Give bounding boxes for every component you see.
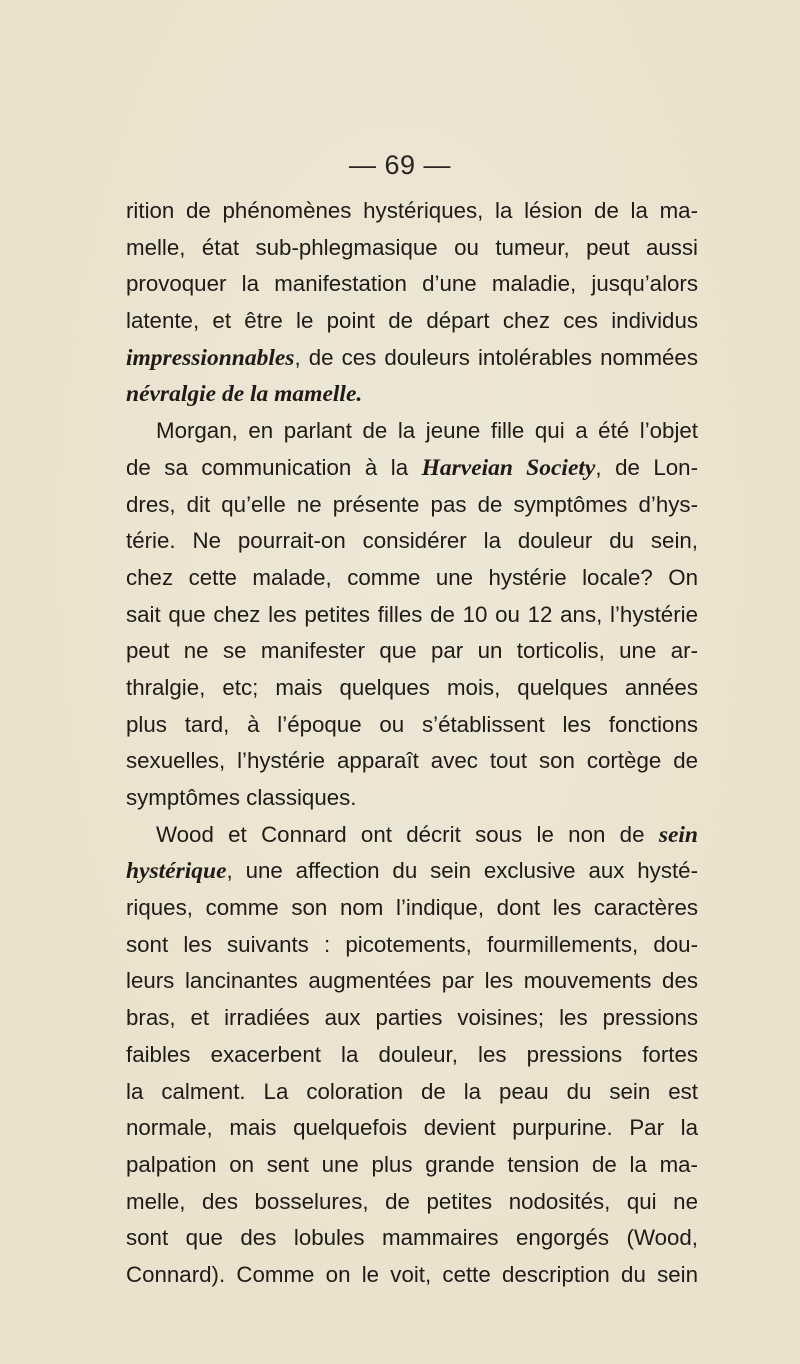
text-line: latente, et être le point de départ chez ces individus: [126, 308, 698, 334]
text-line: riques, comme son nom l’indique, dont les caractères: [126, 895, 698, 921]
text-line: symptômes classiques.: [126, 785, 357, 810]
italic-term: hystérique: [126, 858, 227, 885]
text-line: Morgan, en parlant de la jeune fille qui a été l’objet: [156, 418, 698, 444]
text-line: leurs lancinantes augmentées par les mouvements des: [126, 968, 698, 994]
text-line: sexuelles, l’hystérie apparaît avec tout son cortège de: [126, 748, 698, 774]
text-line: chez cette malade, comme une hystérie locale? On: [126, 564, 698, 590]
page-number: — 69 —: [348, 150, 452, 180]
text-line: Wood et Connard ont décrit sous le non de sein: [156, 821, 698, 848]
text-line: dres, dit qu’elle ne présente pas de symptômes d’hys-: [126, 491, 698, 517]
text-line: de sa communication à la Harveian Society, de Lon-: [126, 454, 699, 481]
text-line: bras, et irradiées aux parties voisines; les pressions: [126, 1005, 698, 1031]
text-line: melle, état sub-phlegmasique ou tumeur, peut aussi: [126, 234, 698, 260]
text-line: provoquer la manifestation d’une maladie, jusqu’alors: [126, 271, 698, 297]
text-line: sont que des lobules mammaires engorgés (Wood,: [126, 1225, 698, 1251]
text-line: faibles exacerbent la douleur, les pressions fortes: [126, 1041, 698, 1067]
text-line: peut ne se manifester que par un torticolis, une ar-: [126, 638, 698, 664]
text-line: sait que chez les petites filles de 10 ou 12 ans, l’hystérie: [126, 601, 698, 627]
text-line: Connard). Comme on le voit, cette description du sein: [126, 1261, 698, 1287]
text-line: impressionnables, de ces douleurs intolérables nommées: [126, 344, 698, 371]
italic-term: impressionnables: [126, 344, 295, 371]
body-text: [126, 193, 698, 1294]
text-line: melle, des bosselures, de petites nodosités, qui ne: [126, 1188, 698, 1214]
text-line: térie. Ne pourrait-on considérer la douleur du sein,: [126, 528, 698, 554]
text-line: plus tard, à l’époque ou s’établissent les fonctions: [126, 711, 698, 737]
text-line: thralgie, etc; mais quelques mois, quelques années: [126, 674, 698, 700]
text-line: palpation on sent une plus grande tension de la ma-: [126, 1151, 698, 1177]
text-line: normale, mais quelquefois devient purpurine. Par la: [126, 1115, 698, 1141]
text-line: sont les suivants : picotements, fourmillements, dou-: [126, 931, 698, 957]
italic-term: Harveian Society: [421, 454, 596, 481]
italic-term: névralgie de la mamelle.: [126, 381, 363, 408]
italic-term: sein: [658, 821, 698, 848]
text-line: rition de phénomènes hystériques, la lésion de la ma-: [126, 198, 698, 223]
text-line: la calment. La coloration de la peau du sein est: [126, 1078, 698, 1104]
text-line: hystérique, une affection du sein exclusive aux hysté-: [126, 858, 698, 885]
text-line: [126, 376, 698, 413]
